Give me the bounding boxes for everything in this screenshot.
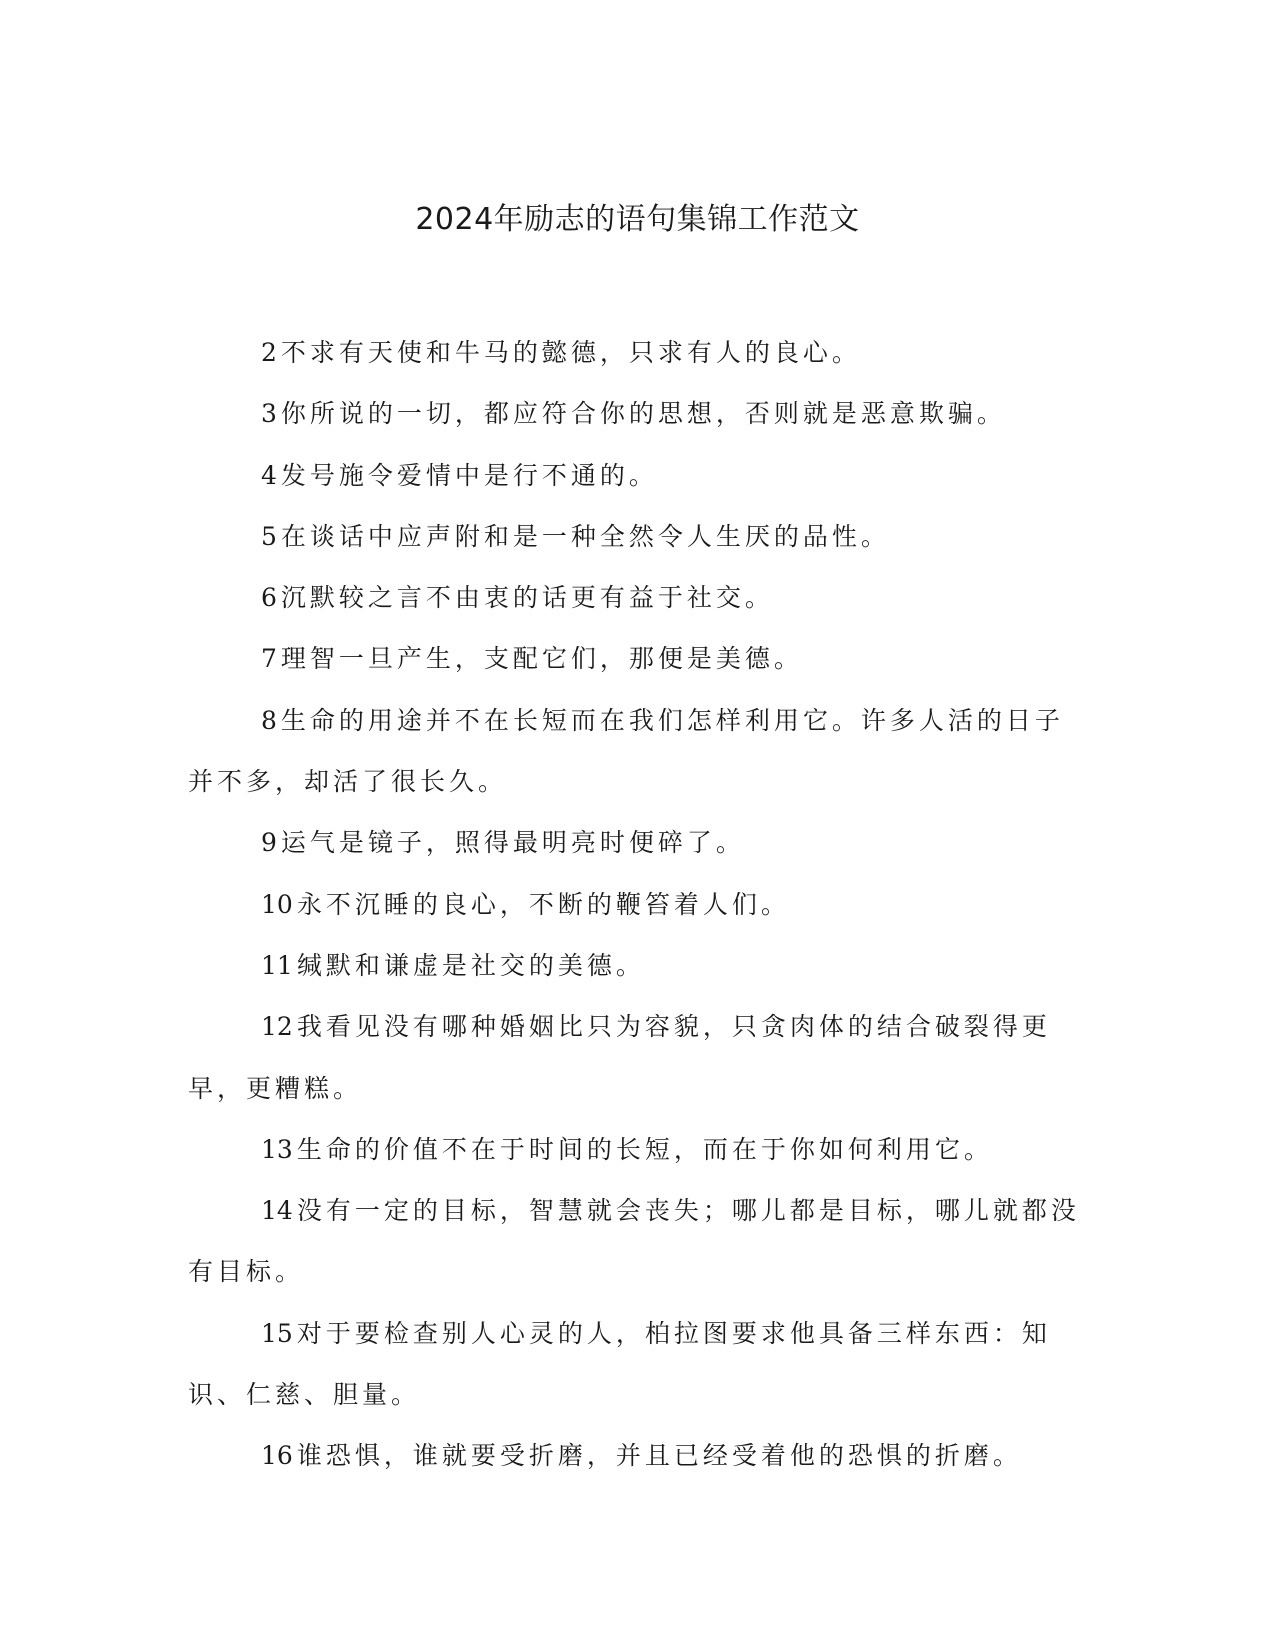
quote-number: 6 <box>261 583 277 613</box>
quote-paragraph <box>188 812 1088 873</box>
quote-paragraph <box>188 1180 1088 1303</box>
quote-text: 生命的价值不在于时间的长短，而在于你如何利用它。 <box>296 1134 993 1164</box>
quote-number: 10 <box>261 889 293 919</box>
quote-text: 缄默和谦虚是社交的美德。 <box>296 950 645 980</box>
quote-paragraph <box>188 690 1088 813</box>
quote-paragraph <box>188 874 1088 935</box>
quote-text: 没有一定的目标，智慧就会丧失；哪儿都是目标，哪儿就都没有目标。 <box>188 1196 1080 1287</box>
quote-paragraph <box>188 1425 1088 1486</box>
quote-number: 4 <box>261 460 277 490</box>
quote-paragraph <box>188 628 1088 689</box>
quote-number: 13 <box>261 1134 293 1164</box>
quote-number: 5 <box>261 521 277 551</box>
quote-text: 永不沉睡的良心，不断的鞭笞着人们。 <box>296 889 790 919</box>
quote-paragraph <box>188 383 1088 444</box>
quote-text: 对于要检查别人心灵的人，柏拉图要求他具备三样东西：知识、仁慈、胆量。 <box>188 1318 1051 1410</box>
quote-text: 在谈话中应声附和是一种全然令人生厌的品性。 <box>280 521 890 551</box>
quote-number: 2 <box>261 338 277 367</box>
quote-paragraph <box>188 935 1088 996</box>
document-title: 2024年励志的语句集锦工作范文 <box>415 202 860 237</box>
quote-text: 你所说的一切，都应符合你的思想，否则就是恶意欺骗。 <box>280 399 1006 429</box>
quote-number: 14 <box>261 1196 293 1226</box>
quote-number: 16 <box>261 1441 293 1471</box>
quote-text: 不求有天使和牛马的懿德，只求有人的良心。 <box>280 338 861 367</box>
quote-text: 我看见没有哪种婚姻比只为容貌，只贪肉体的结合破裂得更早，更糟糕。 <box>188 1012 1051 1103</box>
quote-paragraph <box>188 445 1088 506</box>
quote-paragraph <box>188 567 1088 628</box>
quote-paragraph <box>188 996 1088 1119</box>
quote-number: 8 <box>261 705 277 735</box>
quote-text: 运气是镜子，照得最明亮时便碎了。 <box>280 828 745 858</box>
quote-text: 生命的用途并不在长短而在我们怎样利用它。许多人活的日子并不多，却活了很长久。 <box>188 705 1064 797</box>
document-body <box>188 322 1088 1487</box>
quote-paragraph <box>188 506 1088 567</box>
quote-text: 谁恐惧，谁就要受折磨，并且已经受着他的恐惧的折磨。 <box>296 1441 1022 1471</box>
quote-text: 沉默较之言不由衷的话更有益于社交。 <box>280 583 774 613</box>
quote-paragraph <box>188 1303 1088 1426</box>
quote-text: 理智一旦产生，支配它们，那便是美德。 <box>280 644 803 674</box>
quote-number: 11 <box>261 950 293 980</box>
quote-number: 9 <box>261 828 277 858</box>
quote-number: 15 <box>261 1318 293 1348</box>
quote-paragraph <box>188 322 1088 383</box>
quote-paragraph <box>188 1119 1088 1180</box>
quote-number: 7 <box>261 644 277 674</box>
quote-number: 12 <box>261 1012 293 1042</box>
quote-text: 发号施令爱情中是行不通的。 <box>280 460 658 490</box>
quote-number: 3 <box>261 399 277 429</box>
